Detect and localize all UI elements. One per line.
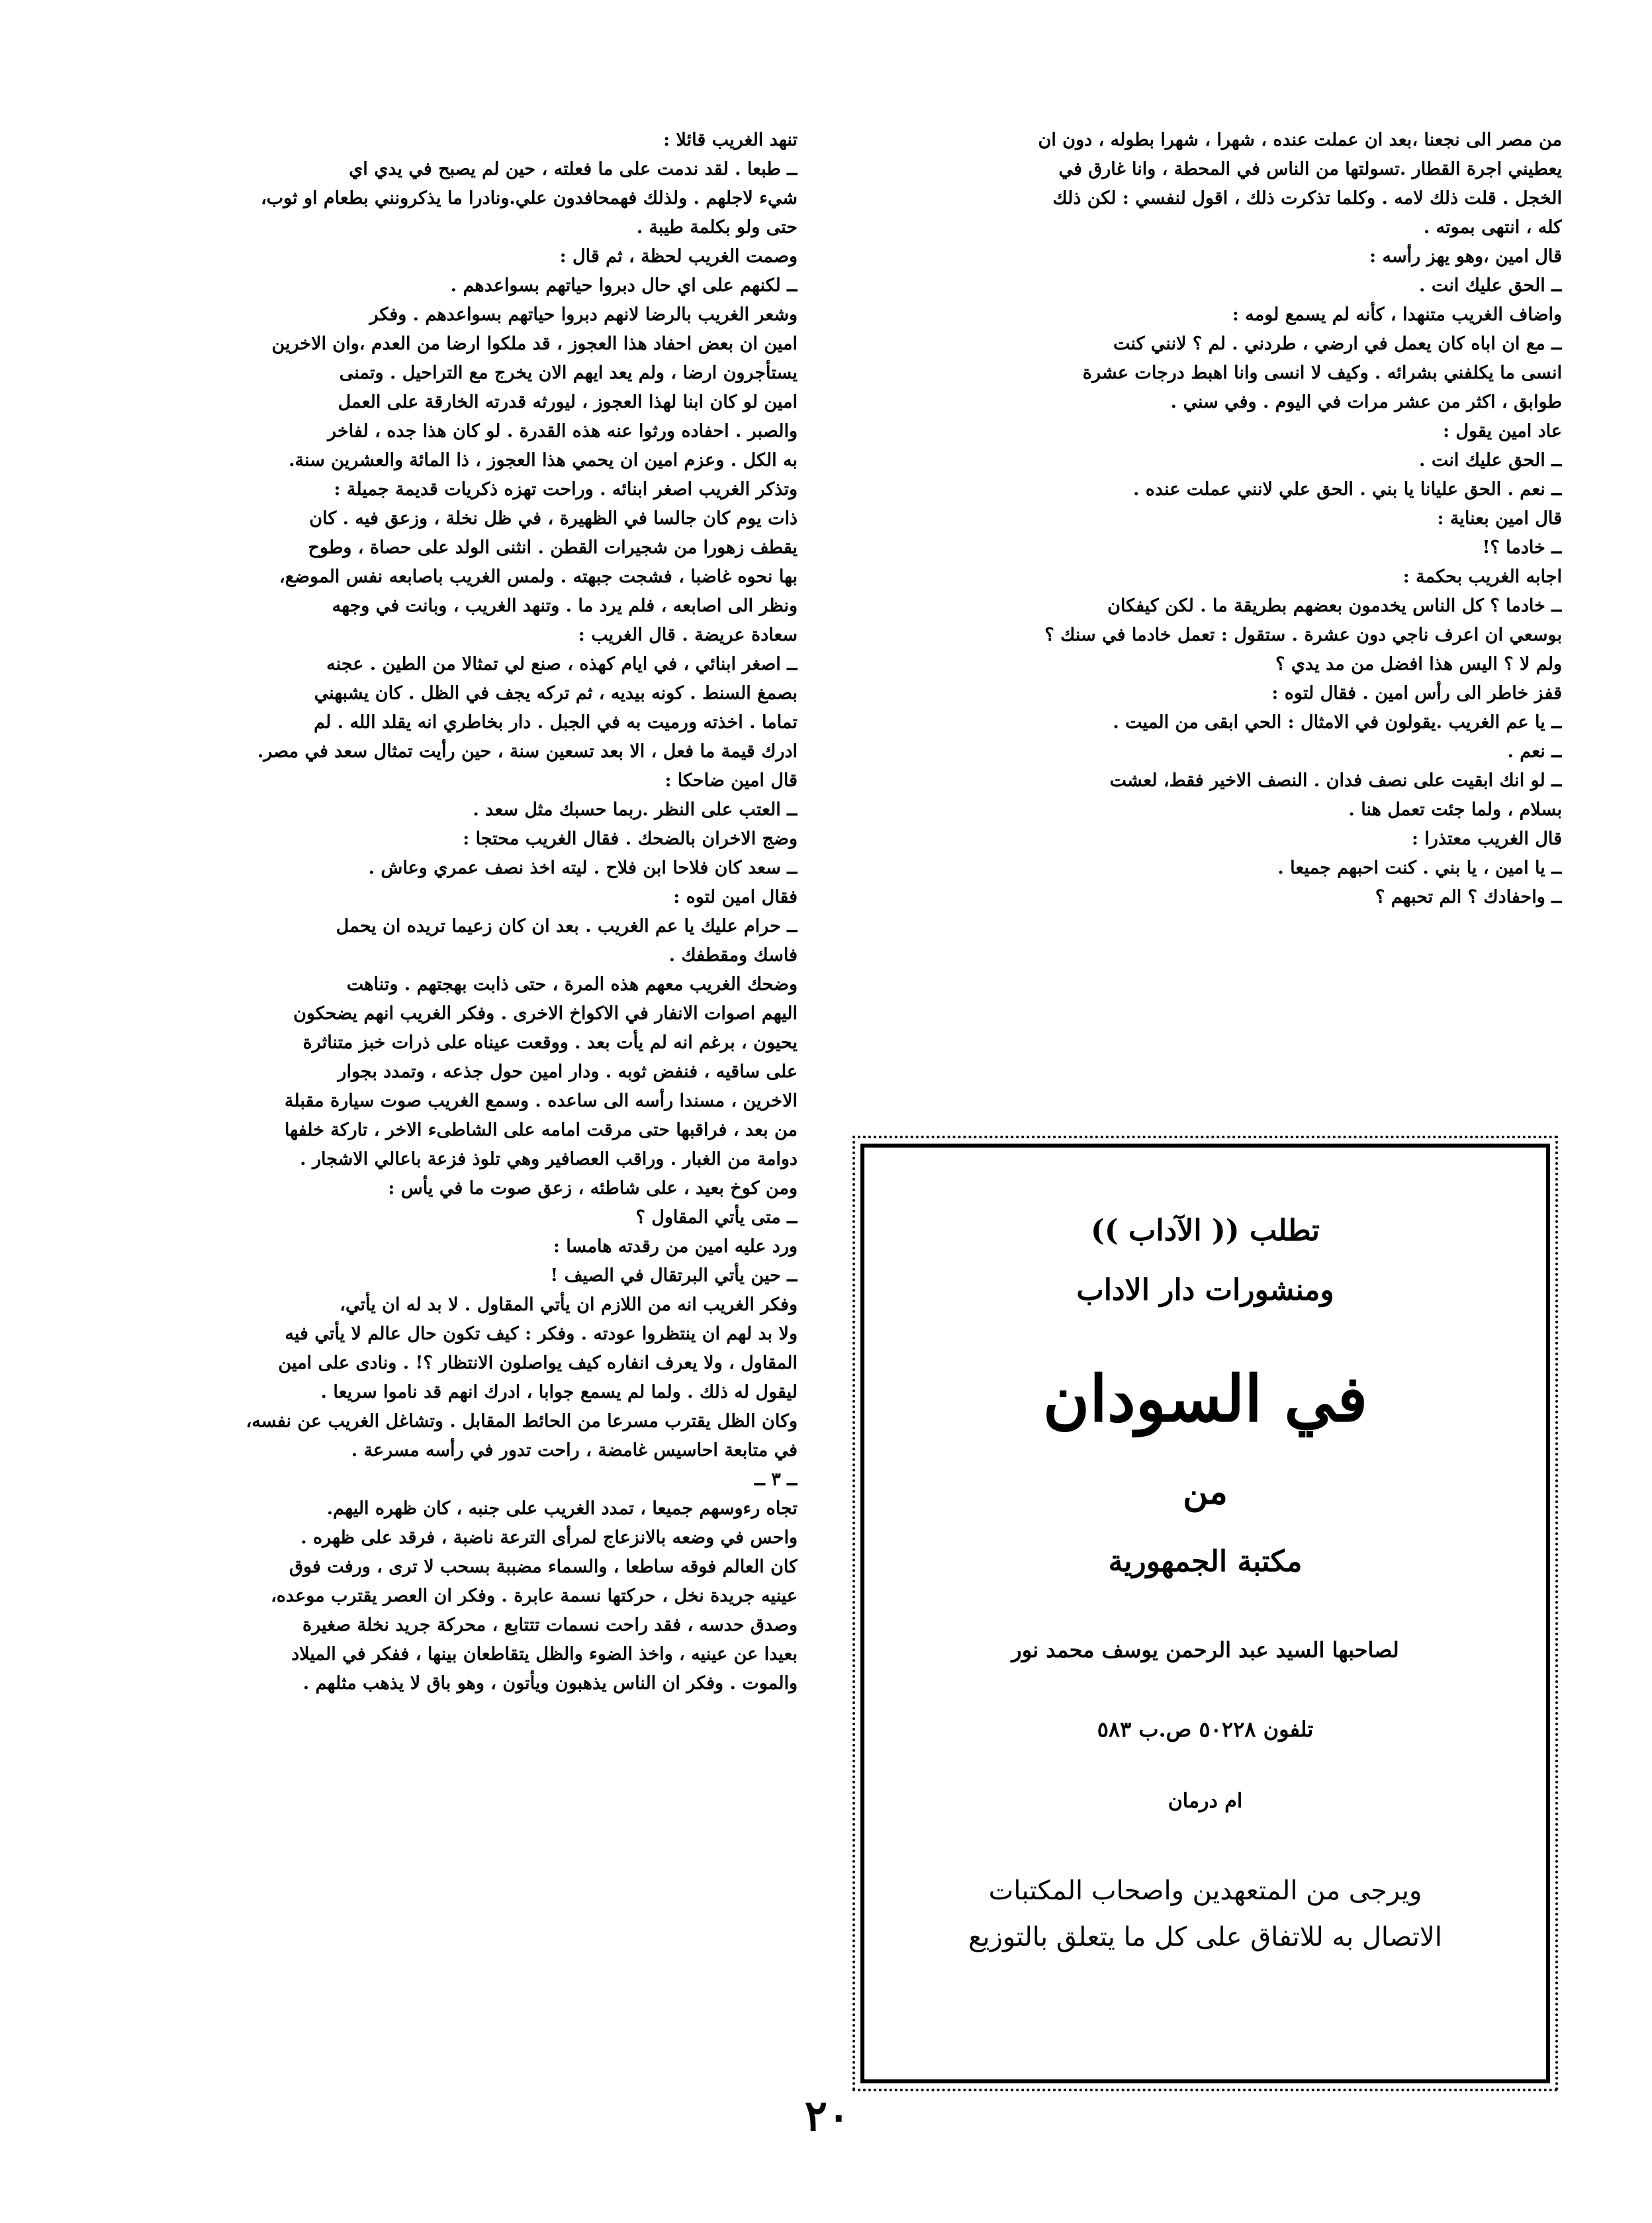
text-line: الاخرين ، مسندا رأسه الى ساعده . وسمع الغريب صوت سيارة مقبلة bbox=[284, 1091, 798, 1111]
text-line: ونظر الى اصابعه ، فلم يرد ما . وتنهد الغريب ، وبانت في وجهه bbox=[332, 596, 798, 616]
text-line: اجابه الغريب بحكمة : bbox=[1402, 567, 1562, 587]
text-line: ــ واحفادك ؟ الم تحبهم ؟ bbox=[1375, 887, 1562, 907]
text-line: ــ حين يأتي البرتقال في الصيف ! bbox=[550, 1265, 798, 1286]
text-line: وصمت الغريب لحظة ، ثم قال : bbox=[559, 246, 798, 267]
text-line: يقطف زهورا من شجيرات القطن . انثنى الولد على حصاة ، وطوح bbox=[308, 537, 798, 558]
text-line: عينيه جريدة نخل ، حركتها نسمة عابرة . وفكر ان العصر يقترب موعده، bbox=[271, 1586, 798, 1606]
text-line: اليهم اصوات الانفار في الاكواخ الاخرى . وفكر الغريب انهم يضحكون bbox=[293, 1003, 798, 1024]
text-line: قال الغريب معتذرا : bbox=[1412, 829, 1562, 849]
text-line: وشعر الغريب بالرضا لانهم دبروا حياتهم بسواعدهم . وفكر bbox=[369, 304, 798, 325]
text-line: انسى ما يكلفني بشرائه . وكيف لا انسى وانا اهبط درجات عشرة bbox=[1082, 363, 1562, 383]
text-line: وضج الاخران بالضحك . فقال الغريب محتجا : bbox=[463, 829, 798, 849]
text-line: وضحك الغريب معهم هذه المرة ، حتى ذابت بهجتهم . وتناهت bbox=[346, 974, 798, 995]
text-line: به الكل . وعزم امين ان يحمي هذا العجوز ، ذا المائة والعشرين سنة. bbox=[289, 450, 798, 471]
text-line: بصمغ السنط . كونه بيديه ، ثم تركه يجف في الظل . كان يشبهني bbox=[314, 683, 798, 703]
text-line: ــ طبعا . لقد ندمت على ما فعلته ، حين لم يصبح في يدي اي bbox=[349, 159, 798, 179]
text-line: وكان الظل يقترب مسرعا من الحائط المقابل . وتشاغل الغريب عن نفسه، bbox=[246, 1411, 798, 1431]
text-line: ــ نعم . الحق عليانا يا بني . الحق علي لانني عملت عنده . bbox=[1132, 479, 1562, 500]
text-line: واحس في وضعه بالانزعاج لمرأى الترعة ناضبة ، فرقد على ظهره . bbox=[300, 1527, 798, 1548]
text-line: فقال امين لتوه : bbox=[673, 887, 798, 907]
text-line: ــ سعد كان فلاحا ابن فلاح . ليته اخذ نصف عمري وعاش . bbox=[368, 858, 798, 878]
text-line: قفز خاطر الى رأس امين . فقال لتوه : bbox=[1271, 683, 1562, 703]
text-line: الخجل . قلت ذلك لامه . وكلما تذكرت ذلك ، اقول لنفسي : لكن ذلك bbox=[1052, 188, 1562, 208]
ad-city: ام درمان bbox=[1168, 1790, 1243, 1813]
article-column-right bbox=[860, 126, 1562, 912]
text-line: بوسعي ان اعرف ناجي دون عشرة . ستقول : تعمل خادما في سنك ؟ bbox=[1044, 625, 1562, 645]
text-line: على ساقيه ، فنفض ثوبه . ودار امين حول جذعه ، وتمدد بجوار bbox=[338, 1062, 798, 1082]
text-line: يستأجرون ارضا ، ولم يعد ايهم الان يخرج مع التراحيل . وتمنى bbox=[339, 363, 798, 383]
text-line: المقاول ، ولا يعرف انفاره كيف يواصلون الانتظار ؟! . ونادى على امين bbox=[278, 1353, 798, 1373]
text-line: ــ الحق عليك انت . bbox=[1419, 450, 1562, 471]
ad-contact: تلفون ٥٠٢٢٨ ص.ب ٥٨٣ bbox=[1097, 1717, 1314, 1742]
text-line: فاسك ومقطفك . bbox=[668, 945, 798, 966]
text-line: بسلام ، ولما جئت تعمل هنا . bbox=[1348, 799, 1562, 820]
text-line: ادرك قيمة ما فعل ، الا بعد تسعين سنة ، حين رأيت تمثال سعد في مصر. bbox=[257, 741, 798, 762]
text-line: ــ لو انك ابقيت على نصف فدان . النصف الاخير فقط، لعشت bbox=[1109, 770, 1562, 791]
text-line: قال امين بعناية : bbox=[1437, 508, 1562, 529]
ad-from: من bbox=[1183, 1472, 1228, 1512]
text-line: شيء لاجلهم . ولذلك فهمحافدون علي.ونادرا ما يذكرونني بطعام او ثوب، bbox=[260, 188, 798, 208]
text-line: ــ خادما ؟ كل الناس يخدمون بعضهم بطريقة ما . لكن كيفكان bbox=[1107, 596, 1562, 616]
text-line: امين لو كان ابنا لهذا العجوز ، ليورثه قدرته الخارقة على العمل bbox=[338, 392, 798, 412]
text-line: والصبر . احفاده ورثوا عنه هذه القدرة . لو كان هذا جده ، لفاخر bbox=[328, 421, 798, 441]
text-line: دوامة من الغبار . وراقب العصافير وهي تلوذ فزعة باعالي الاشجار . bbox=[300, 1149, 798, 1169]
text-line: في متابعة احاسيس غامضة ، راحت تدور في رأسه مسرعة . bbox=[351, 1440, 798, 1461]
text-line: امين ان بعض احفاد هذا العجوز ، قد ملكوا ارضا من العدم ،وان الاخرين bbox=[271, 334, 798, 354]
text-line: سعادة عريضة . قال الغريب : bbox=[578, 625, 798, 645]
text-line: ــ لكنهم على اي حال دبروا حياتهم بسواعدهم . bbox=[450, 275, 798, 296]
text-line: من بعد ، فراقبها حتى مرقت امامه على الشاطىء الاخر ، تاركة خلفها bbox=[284, 1120, 798, 1140]
text-line: حتى ولو بكلمة طيبة . bbox=[636, 217, 798, 238]
text-line: قال امين ضاحكا : bbox=[665, 770, 798, 791]
text-line: ــ العتب على النظر .ربما حسبك مثل سعد . bbox=[473, 799, 798, 820]
text-line: ــ نعم . bbox=[1507, 741, 1562, 762]
text-line: كان العالم فوقه ساطعا ، والسماء مضببة بسحب لا ترى ، ورفت فوق bbox=[289, 1557, 798, 1577]
text-line: كله ، انتهى بموته . bbox=[1423, 217, 1562, 238]
ad-note-line-2: الاتصال به للاتفاق على كل ما يتعلق بالتوزيع bbox=[968, 1922, 1442, 1952]
text-line: تماما . اخذته ورميت به في الجبل . دار بخاطري انه يقلد الله . لم bbox=[314, 712, 798, 733]
ad-location-title: في السودان bbox=[1042, 1361, 1368, 1436]
text-line: بها نحوه غاضبا ، فشجت جبهته . ولمس الغريب باصابعه نفس الموضع، bbox=[279, 567, 798, 587]
ad-headline: تطلب (( الآداب )) bbox=[1091, 1214, 1320, 1248]
text-line: ــ يا عم الغريب .يقولون في الامثال : الحي ابقى من الميت . bbox=[1113, 712, 1562, 733]
text-line: واضاف الغريب متنهدا ، كأنه لم يسمع لومه : bbox=[1232, 304, 1562, 325]
text-line: ورد عليه امين من رقدته هامسا : bbox=[553, 1236, 798, 1257]
text-line: ــ اصغر ابنائي ، في ايام كهذه ، صنع لي تمثالا من الطين . عجنه bbox=[326, 654, 798, 674]
text-line: تنهد الغريب قائلا : bbox=[663, 130, 798, 150]
text-line: وفكر الغريب انه من اللازم ان يأتي المقاول . لا بد له ان يأتي، bbox=[340, 1294, 798, 1315]
text-line: طوابق ، اكثر من عشر مرات في اليوم . وفي سني . bbox=[1170, 392, 1562, 412]
text-line: ــ يا امين ، يا بني . كنت احبهم جميعا . bbox=[1277, 858, 1562, 878]
text-line: ولا بد لهم ان ينتظروا عودته . وفكر : كيف تكون حال عالم لا يأتي فيه bbox=[285, 1324, 798, 1344]
ad-owner: لصاحبها السيد عبد الرحمن يوسف محمد نور bbox=[1011, 1637, 1399, 1662]
text-line: وتذكر الغريب اصغر ابنائه . وراحت تهزه ذكريات قديمة جميلة : bbox=[334, 479, 798, 500]
text-line: ــ مع ان اباه كان يعمل في ارضي ، طردني . لم ؟ لانني كنت bbox=[1113, 334, 1562, 354]
article-column-left bbox=[109, 126, 798, 1698]
ad-note-line-1: ويرجى من المتعهدين واصحاب المكتبات bbox=[988, 1876, 1422, 1906]
text-line: ولم لا ؟ اليس هذا افضل من مد يدي ؟ bbox=[1275, 654, 1562, 674]
text-line: عاد امين يقول : bbox=[1443, 421, 1562, 441]
text-line: ــ الحق عليك انت . bbox=[1419, 275, 1562, 296]
text-line: والموت . وفكر ان الناس يذهبون ويأتون ، وهو باق لا يذهب مثلهم . bbox=[302, 1673, 798, 1694]
page-number: ٢٠ bbox=[804, 2091, 850, 2141]
text-line: بعيدا عن عينيه ، واخذ الضوء والظل يتقاطعان بينها ، ففكر في الميلاد bbox=[291, 1644, 798, 1664]
text-line: ومن كوخ بعيد ، على شاطئه ، زعق صوت ما في يأس : bbox=[388, 1178, 798, 1199]
text-line: قال امين ،وهو يهز رأسه : bbox=[1369, 246, 1562, 267]
text-line: ذات يوم كان جالسا في الظهيرة ، في ظل نخلة ، وزعق فيه . كان bbox=[309, 508, 798, 529]
text-line: ليقول له ذلك . ولما لم يسمع جوابا ، ادرك انهم قد ناموا سريعا . bbox=[320, 1382, 798, 1402]
text-line: ــ حرام عليك يا عم الغريب . بعد ان كان زعيما تريده ان يحمل bbox=[336, 916, 798, 936]
text-line: من مصر الى نجعنا ،بعد ان عملت عنده ، شهرا ، شهرا بطوله ، دون ان bbox=[1038, 130, 1562, 150]
ad-subheadline: ومنشورات دار الاداب bbox=[1076, 1273, 1334, 1307]
text-line: تجاه رءوسهم جميعا ، تمدد الغريب على جنبه ، كان ظهره اليهم. bbox=[326, 1498, 798, 1519]
text-line: ــ خادما ؟! bbox=[1482, 537, 1562, 558]
text-line: يحيون ، برغم انه لم يأت بعد . ووقعت عيناه على ذرات خبز متناثرة bbox=[302, 1032, 798, 1053]
ad-bookshop-name: مكتبة الجمهورية bbox=[1108, 1545, 1303, 1578]
text-line: يعطيني اجرة القطار .تسولتها من الناس في المحطة ، وانا غارق في bbox=[1058, 159, 1562, 179]
bookshop-advertisement bbox=[860, 1144, 1550, 2083]
text-line: ــ متى يأتي المقاول ؟ bbox=[635, 1207, 798, 1228]
text-line: ــ ٣ ــ bbox=[755, 1469, 798, 1490]
text-line: وصدق حدسه ، فقد راحت نسمات تتتابع ، محركة جريد نخلة صغيرة bbox=[302, 1615, 798, 1635]
